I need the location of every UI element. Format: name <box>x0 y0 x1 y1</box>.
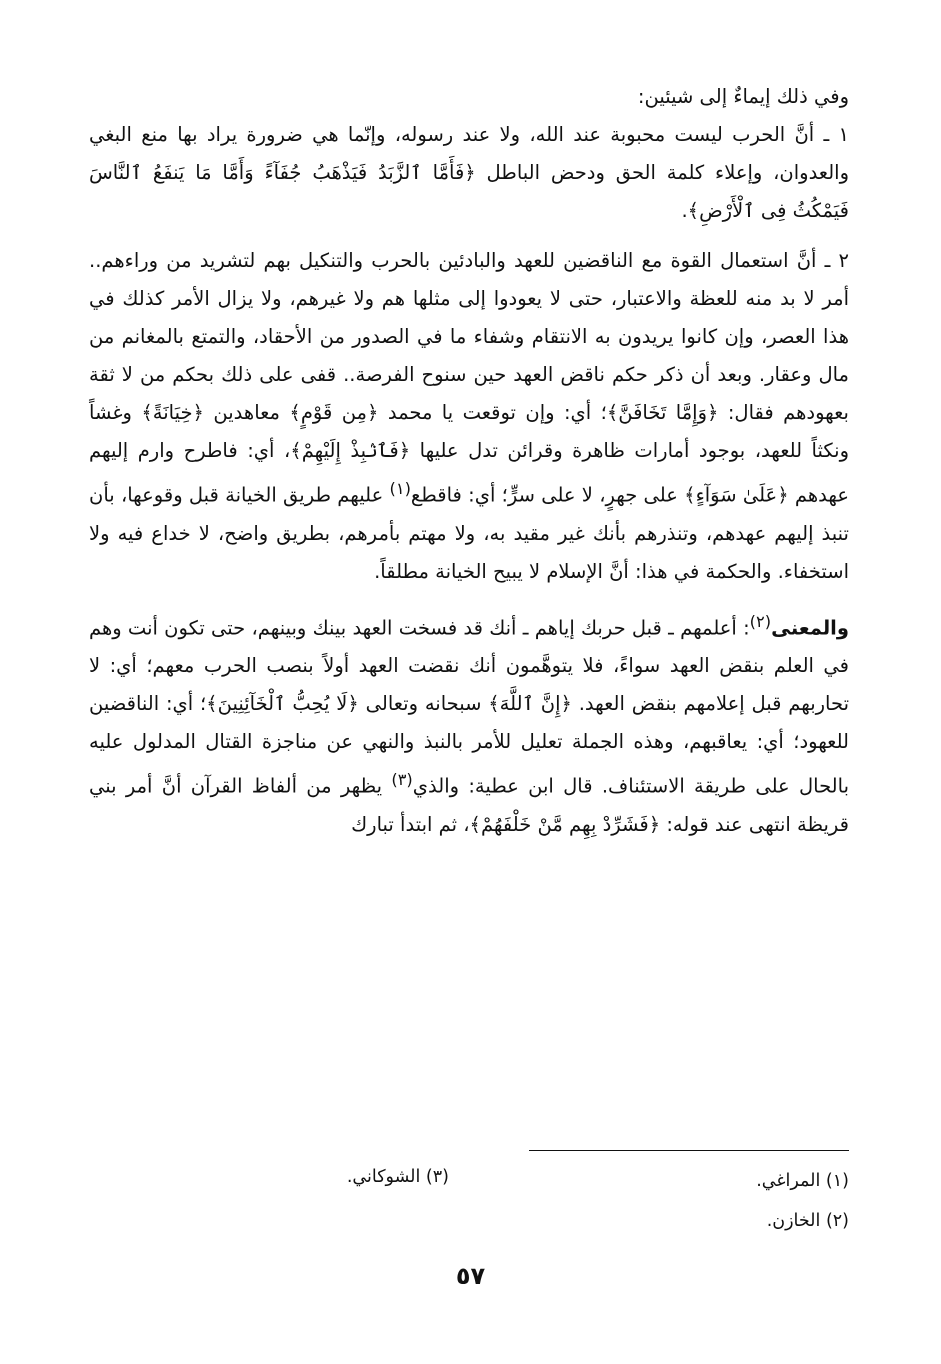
footnote-ref-3: (٣) <box>391 770 413 789</box>
footnote-3: (٣) الشوكاني. <box>346 1167 449 1187</box>
paragraph-2-text: ٢ ـ أنَّ استعمال القوة مع الناقضين للعهد والبادئين بالحرب والتنكيل بهم لتشريد من وراءهم.. أمر لا بد منه للعظة والاعتبار، حتى لا يعودوا إلى مثلها هم ولا غيرهم، ولا يزال الأمر كذلك في هذا العصر، وإن كانوا يريدون به الانتقام وشفاء ما في الصدور من الأحقاد، والتمتع بالمغانم من مال وعقار. وبعد أن ذكر حكم ناقض العهد حين سنوح الفرصة.. قفى على ذلك بحكم من لا ثقة بعهودهم فقال: ﴿وَإِمَّا تَخَافَنَّ﴾؛ أي: وإن توقعت يا محمد ﴿مِن قَوْمٍ﴾ معاهدين ﴿خِيَانَةً﴾ وغشاً ونكثاً للعهد، بوجود أمارات ظاهرة وقرائن تدل عليها ﴿فَٱنۢبِذْ إِلَيْهِمْ﴾، أي: فاطرح وارم إليهم عهدهم ﴿عَلَىٰ سَوَآءٍ﴾ على جهرٍ، لا على سرٍّ؛ أي: فاقطع <box>89 249 849 507</box>
paragraph-1: ١ ـ أنَّ الحرب ليست محبوبة عند الله، ولا عند رسوله، وإنّما هي ضرورة يراد بها منع البغي والعدوان، وإعلاء كلمة الحق ودحض الباطل ﴿فَأَمَّا ٱلزَّبَدُ فَيَذْهَبُ جُفَآءً وَأَمَّا مَا يَنفَعُ ٱلنَّاسَ فَيَمْكُثُ فِى ٱلْأَرْضِ﴾. <box>89 123 849 222</box>
main-text <box>89 78 849 856</box>
footnote-divider <box>529 1150 849 1151</box>
page-number: ٥٧ <box>455 1262 486 1290</box>
paragraph-2 <box>89 242 849 591</box>
paragraph-3-lead: والمعنى <box>771 616 849 639</box>
footnote-1: (١) المراغي. <box>756 1171 849 1191</box>
paragraph-3-text: : أعلمهم ـ قبل حربك إياهم ـ أنك قد فسخت العهد بينك وبينهم، حتى تكون أنت وهم في العلم بنقض العهد سواءً، فلا يتوهَّمون أنك نقضت العهد أولاً بنصب الحرب معهم؛ أي: لا تحاربهم قبل إعلامهم بنقض العهد. ﴿إِنَّ ٱللَّهَ﴾ سبحانه وتعالى ﴿لَا يُحِبُّ ٱلْخَآئِنِينَ﴾؛ أي: الناقضين للعهود؛ أي: يعاقبهم، وهذه الجملة تعليل للأمر بالنبذ والنهي عن مناجزة القتال المدلول عليه بالحال على طريقة الاستئناف. قال ابن عطية: والذي <box>89 616 849 798</box>
footnote-2: (٢) الخازن. <box>766 1211 849 1231</box>
paragraph-3 <box>89 603 849 844</box>
paragraph-3-continued: يظهر من ألفاظ القرآن أنَّ أمر بني قريظة انتهى عند قوله: ﴿فَشَرِّدْ بِهِم مَّنْ خَلْفَهُمْ﴾، ثم ابتدأ تبارك <box>89 774 849 836</box>
paragraph-2-continued: عليهم طريق الخيانة قبل وقوعها، بأن تنبذ إليهم عهدهم، وتنذرهم بأنك غير مقيد به، ولا مهتم بأمرهم، بطريق واضح، لا خداع فيه ولا استخفاء. والحكمة في هذا: أنَّ الإسلام لا يبيح الخيانة مطلقاً. <box>89 483 849 583</box>
intro-line: وفي ذلك إيماءٌ إلى شيئين: <box>637 85 849 108</box>
footnote-ref-2: (٢) <box>749 611 772 631</box>
footnote-ref-1: (١) <box>389 479 411 498</box>
